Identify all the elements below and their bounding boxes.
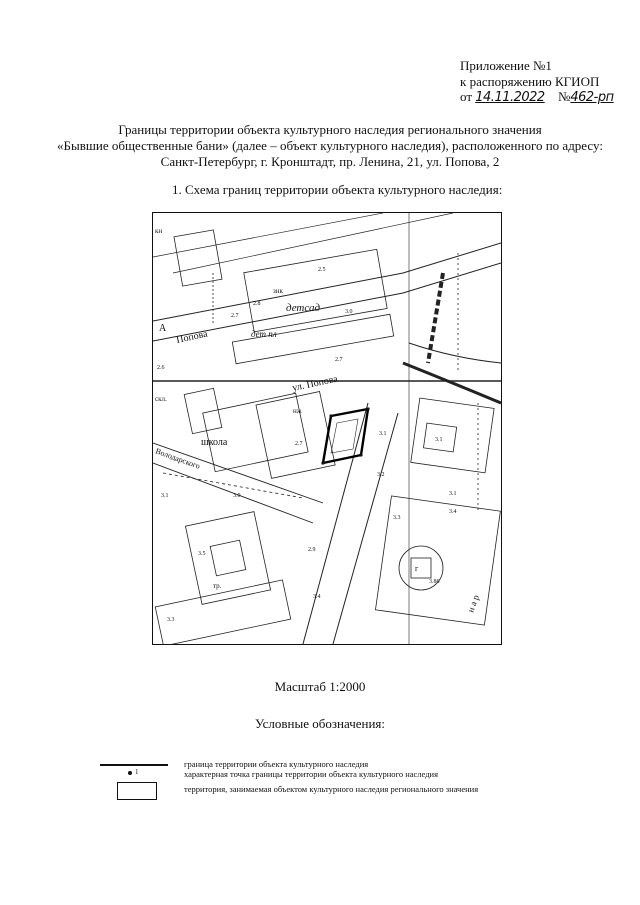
annex-line-1: Приложение №1: [460, 58, 552, 73]
height-mark: 2.6: [157, 365, 165, 371]
document-title: [40, 122, 620, 170]
height-mark: 2.9: [308, 547, 316, 553]
map-scale: Масштаб 1:2000: [274, 679, 366, 694]
height-mark: 3.1: [435, 437, 443, 443]
legend-item-area: территория, занимаемая объектом культурного наследия регионального значения: [184, 784, 479, 794]
height-mark: 3.86: [429, 579, 440, 585]
map-label-a: А: [159, 323, 167, 334]
annex-date: 14.11.2022: [475, 90, 545, 105]
map-label-n-ar: н а р: [465, 593, 481, 614]
map-label-volodarskogo: Володарского: [154, 446, 202, 471]
boundary-map: [152, 212, 502, 645]
map-label-kn: кн: [155, 227, 163, 235]
height-mark: 3.5: [198, 551, 206, 557]
legend-area-symbol: [117, 782, 157, 800]
annex-number-prefix: №: [557, 89, 571, 104]
map-label-nzh: нж: [293, 407, 302, 415]
height-mark: 3.3: [167, 617, 175, 623]
legend-boundary-line-symbol: [100, 764, 168, 766]
legend-point-symbol: [128, 771, 132, 775]
map-label-school: школа: [201, 437, 228, 448]
height-mark: 3.3: [393, 515, 401, 521]
title-line-3: Санкт-Петербург, г. Кронштадт, пр. Ленина, 21, ул. Попова, 2: [160, 154, 500, 169]
annex-number: 462-рп: [570, 90, 614, 105]
height-mark: 3.4: [313, 594, 321, 600]
legend-title: Условные обозначения:: [254, 716, 386, 731]
map-label-znk: знк: [273, 287, 283, 295]
height-mark: 3.1: [161, 493, 169, 499]
height-mark: 3.0: [345, 309, 353, 315]
annex-line-2: к распоряжению КГИОП: [460, 73, 600, 89]
legend-item-boundary: граница территории объекта культурного наследия: [184, 759, 369, 769]
height-mark: 2.8: [253, 301, 261, 307]
height-mark: 3.4: [449, 509, 457, 515]
map-label-skl: скл.: [155, 395, 167, 403]
height-mark: 2.7: [335, 357, 343, 363]
map-label-popova-top: Попова: [175, 328, 209, 346]
height-mark: 3.0: [233, 493, 241, 499]
legend-item-point: характерная точка границы территории объекта культурного наследия: [184, 769, 438, 779]
height-mark: 2.7: [231, 313, 239, 319]
height-mark: 2.5: [318, 267, 326, 273]
annex-date-prefix: от: [460, 89, 473, 104]
height-mark: 3.1: [449, 491, 457, 497]
map-label-det-pl: дет пл: [251, 329, 277, 339]
map-label-ul-popova: ул. Попова: [291, 373, 339, 394]
map-label-detsad: детсад: [286, 302, 321, 314]
section-heading: 1. Схема границ территории объекта культурного наследия:: [172, 182, 503, 197]
map-label-g: г: [415, 564, 419, 573]
annex-block: [460, 58, 614, 106]
title-line-1: Границы территории объекта культурного наследия регионального значения: [118, 122, 542, 137]
annex-line-3: [460, 89, 614, 106]
height-mark: 3.2: [377, 472, 385, 478]
title-line-2: «Бывшие общественные бани» (далее – объект культурного наследия), расположенного по адресу:: [57, 138, 603, 153]
legend-point-label: 1: [135, 768, 139, 776]
height-mark: 3.1: [379, 431, 387, 437]
height-mark: 2.7: [295, 441, 303, 447]
map-label-tr: тр.: [213, 582, 222, 590]
